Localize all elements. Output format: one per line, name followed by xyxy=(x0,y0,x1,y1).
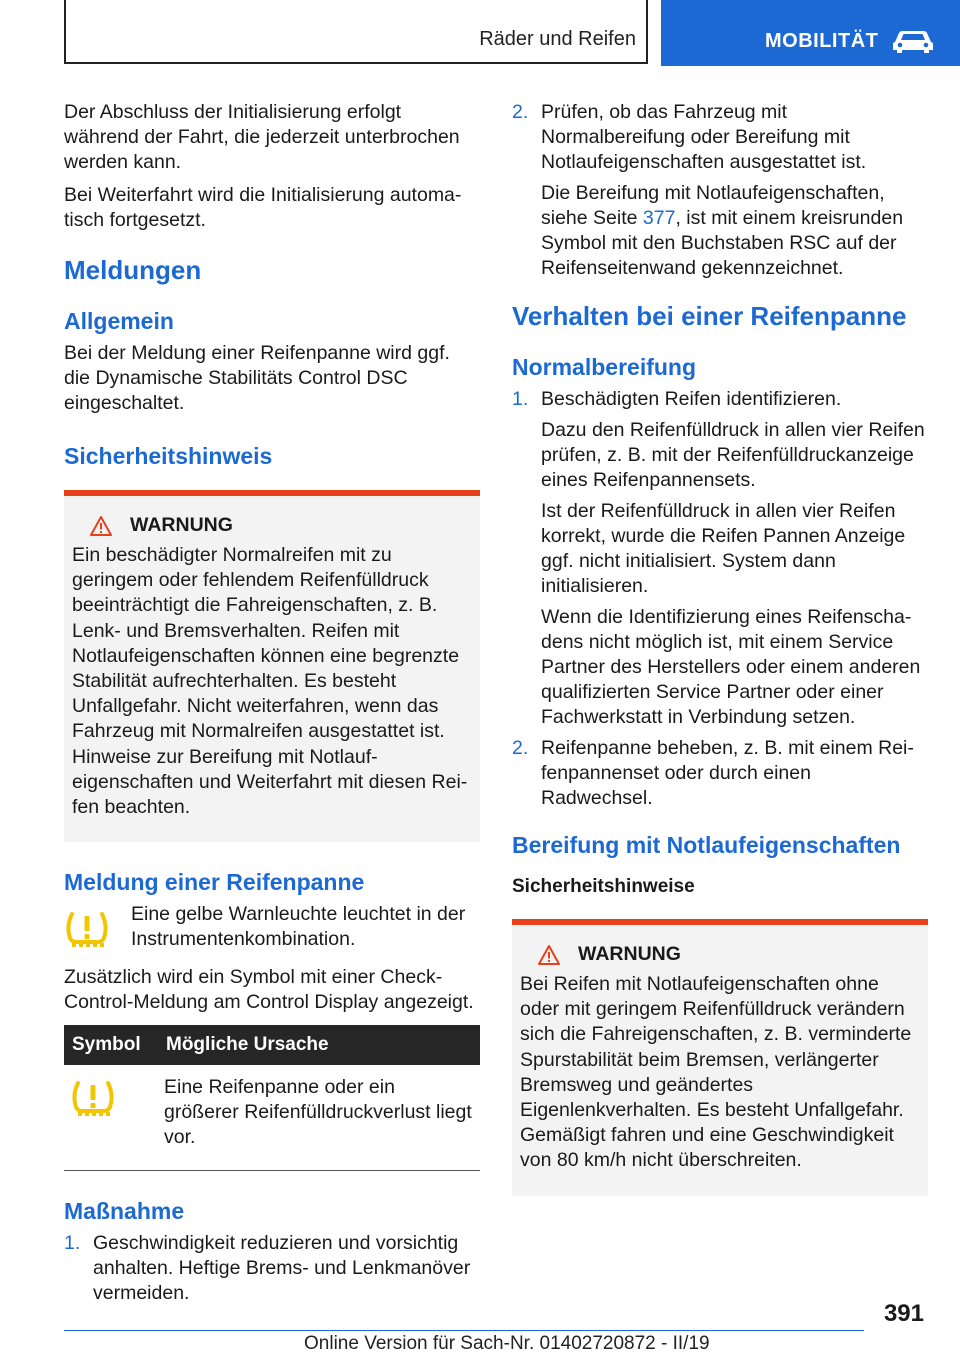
chapter-tab[interactable] xyxy=(661,0,960,66)
warning-lamp-row xyxy=(64,902,480,955)
list-text: Beschädigten Reifen identifizieren. xyxy=(541,388,842,410)
warning-box-1 xyxy=(64,490,480,842)
heading-sicherheitshinweis: Sicherheitshinweis xyxy=(64,443,273,469)
warning-title-2 xyxy=(520,943,920,966)
normalbereifung-list xyxy=(512,387,928,811)
warning-title-text-2: WARNUNG xyxy=(578,943,681,965)
left-column xyxy=(64,100,480,1312)
warning-text-2: Bei Reifen mit Notlaufeigenschaften ohne oder mit geringem Reifenfülldruck verändern sich die Fahreigenschaften, z. B. verminderte Spurstabilität beim Bremsen, verlängerter Bremsweg und geändertes Eigenlenkverhalten. Es besteht Unfallgefahr. Gemäßigt fahren und eine Geschwindigkeit von 80 km/h nicht überschreiten. xyxy=(520,973,912,1172)
warning-triangle-icon xyxy=(90,516,112,536)
list-text: Wenn die Identifizierung eines Reifenschadens nicht möglich ist, mit einem Service Partner des Herstellers oder einem anderen qualifizierten Service Partner oder einer Fachwerkstatt in Verbindung setzen. xyxy=(541,606,921,728)
list-text: Geschwindigkeit reduzieren und vorsichtig anhalten. Heftige Brems- und Lenkmanöver vermeiden. xyxy=(93,1232,471,1305)
allgemein-paragraph: Bei der Meldung einer Reifenpanne wird ggf. die Dynamische Stabilitäts Control DSC eingeschaltet. xyxy=(64,342,450,414)
heading-massnahme: Maßnahme xyxy=(64,1198,185,1225)
heading-notlaufeigenschaften: Bereifung mit Notlaufeigenschaften xyxy=(512,832,901,858)
heading-meldungen: Meldungen xyxy=(64,255,202,285)
list-text-rsc: Die Bereifung mit Notlaufeigenschaften, siehe Seite 377, ist mit einem kreisrunden Symbol mit den Buchstaben RSC auf der Reifenseitenwand gekennzeichnet. xyxy=(541,182,904,279)
list-number: 2. xyxy=(512,101,529,123)
tire-pressure-warning-icon xyxy=(64,902,131,955)
warning-title-1 xyxy=(72,514,472,537)
list-text: Dazu den Reifenfülldruck in allen vier Reifen prüfen, z. B. mit der Reifenfülldruckanzeige eines Reifenpannensets. xyxy=(541,419,925,491)
page-link-377[interactable]: 377 xyxy=(642,207,676,229)
table-header-row xyxy=(64,1025,480,1065)
tire-pressure-warning-icon xyxy=(70,1079,116,1119)
warning-text-1: Ein beschädigter Normalreifen mit zu geringem oder fehlendem Reifenfülldruck beeinträchtigt die Fahreigenschaften, z. B. Lenk- und Bremsverhalten. Reifen mit Notlaufeigenschaften können eine begrenzte Stabilität aufrechterhalten. Es besteht Unfallgefahr. Nicht weiterfahren, wenn das Fahrzeug mit Normalreifen ausgestattet ist. Hinweise zur Bereifung mit Notlaufeigenschaften und Weiterfahrt mit diesen Reifen beachten. xyxy=(72,544,468,819)
heading-normalbereifung: Normalbereifung xyxy=(512,354,697,380)
footer-online-version: Online Version für Sach-Nr. 01402720872 - II/19 xyxy=(304,1333,710,1354)
list-item xyxy=(512,387,928,730)
list-text: Reifenpanne beheben, z. B. mit einem Reifenpannenset oder durch einen Radwechsel. xyxy=(541,737,914,809)
heading-sicherheitshinweise: Sicherheitshinweise xyxy=(512,876,695,897)
table-row xyxy=(64,1065,480,1171)
list-item xyxy=(512,100,928,281)
list-text: Prüfen, ob das Fahrzeug mit Normalbereifung oder Bereifung mit Notlaufeigenschaften ausgestattet ist. xyxy=(541,101,867,173)
section-title: Räder und Reifen xyxy=(479,28,636,50)
warning-lamp-text: Eine gelbe Warnleuchte leuchtet in der Instrumentenkombination. xyxy=(131,903,466,951)
warning-title-text-1: WARNUNG xyxy=(130,514,233,536)
zusatz-paragraph: Zusätzlich wird ein Symbol mit einer Check-Control-Meldung am Control Display angezeigt. xyxy=(64,966,474,1014)
page-number: 391 xyxy=(883,1300,924,1327)
warning-triangle-icon xyxy=(538,945,560,965)
warning-box-2 xyxy=(512,919,928,1196)
symbol-table xyxy=(64,1025,480,1171)
pruefen-list xyxy=(512,100,928,281)
intro-paragraph-2: Bei Weiterfahrt wird die Initialisierung automatisch fortgesetzt. xyxy=(64,184,462,231)
list-number: 2. xyxy=(512,737,529,759)
list-number: 1. xyxy=(512,388,529,410)
intro-paragraph-1: Der Abschluss der Initialisierung erfolgt während der Fahrt, die jederzeit unterbrochen werden kann. xyxy=(64,101,460,173)
footer-divider xyxy=(64,1330,864,1331)
list-item xyxy=(64,1231,480,1306)
list-text: Ist der Reifenfülldruck in allen vier Reifen korrekt, wurde die Reifen Pannen Anzeige ggf. nicht initialisiert. System dann initialisieren. xyxy=(541,500,906,597)
table-cell-symbol xyxy=(64,1065,158,1171)
table-header-ursache: Mögliche Ursache xyxy=(158,1025,480,1065)
heading-meldung-reifenpanne: Meldung einer Reifenpanne xyxy=(64,869,365,896)
chapter-label: MOBILITÄT xyxy=(765,30,879,52)
massnahme-list xyxy=(64,1231,480,1306)
car-icon xyxy=(889,28,937,59)
table-header-symbol: Symbol xyxy=(64,1025,158,1065)
table-cell-ursache: Eine Reifenpanne oder ein größerer Reifenfülldruckverlust liegt vor. xyxy=(158,1065,480,1171)
list-item xyxy=(512,736,928,811)
right-column xyxy=(512,100,928,1196)
heading-verhalten: Verhalten bei einer Reifenpanne xyxy=(512,301,907,331)
list-number: 1. xyxy=(64,1232,81,1255)
heading-allgemein: Allgemein xyxy=(64,308,174,334)
